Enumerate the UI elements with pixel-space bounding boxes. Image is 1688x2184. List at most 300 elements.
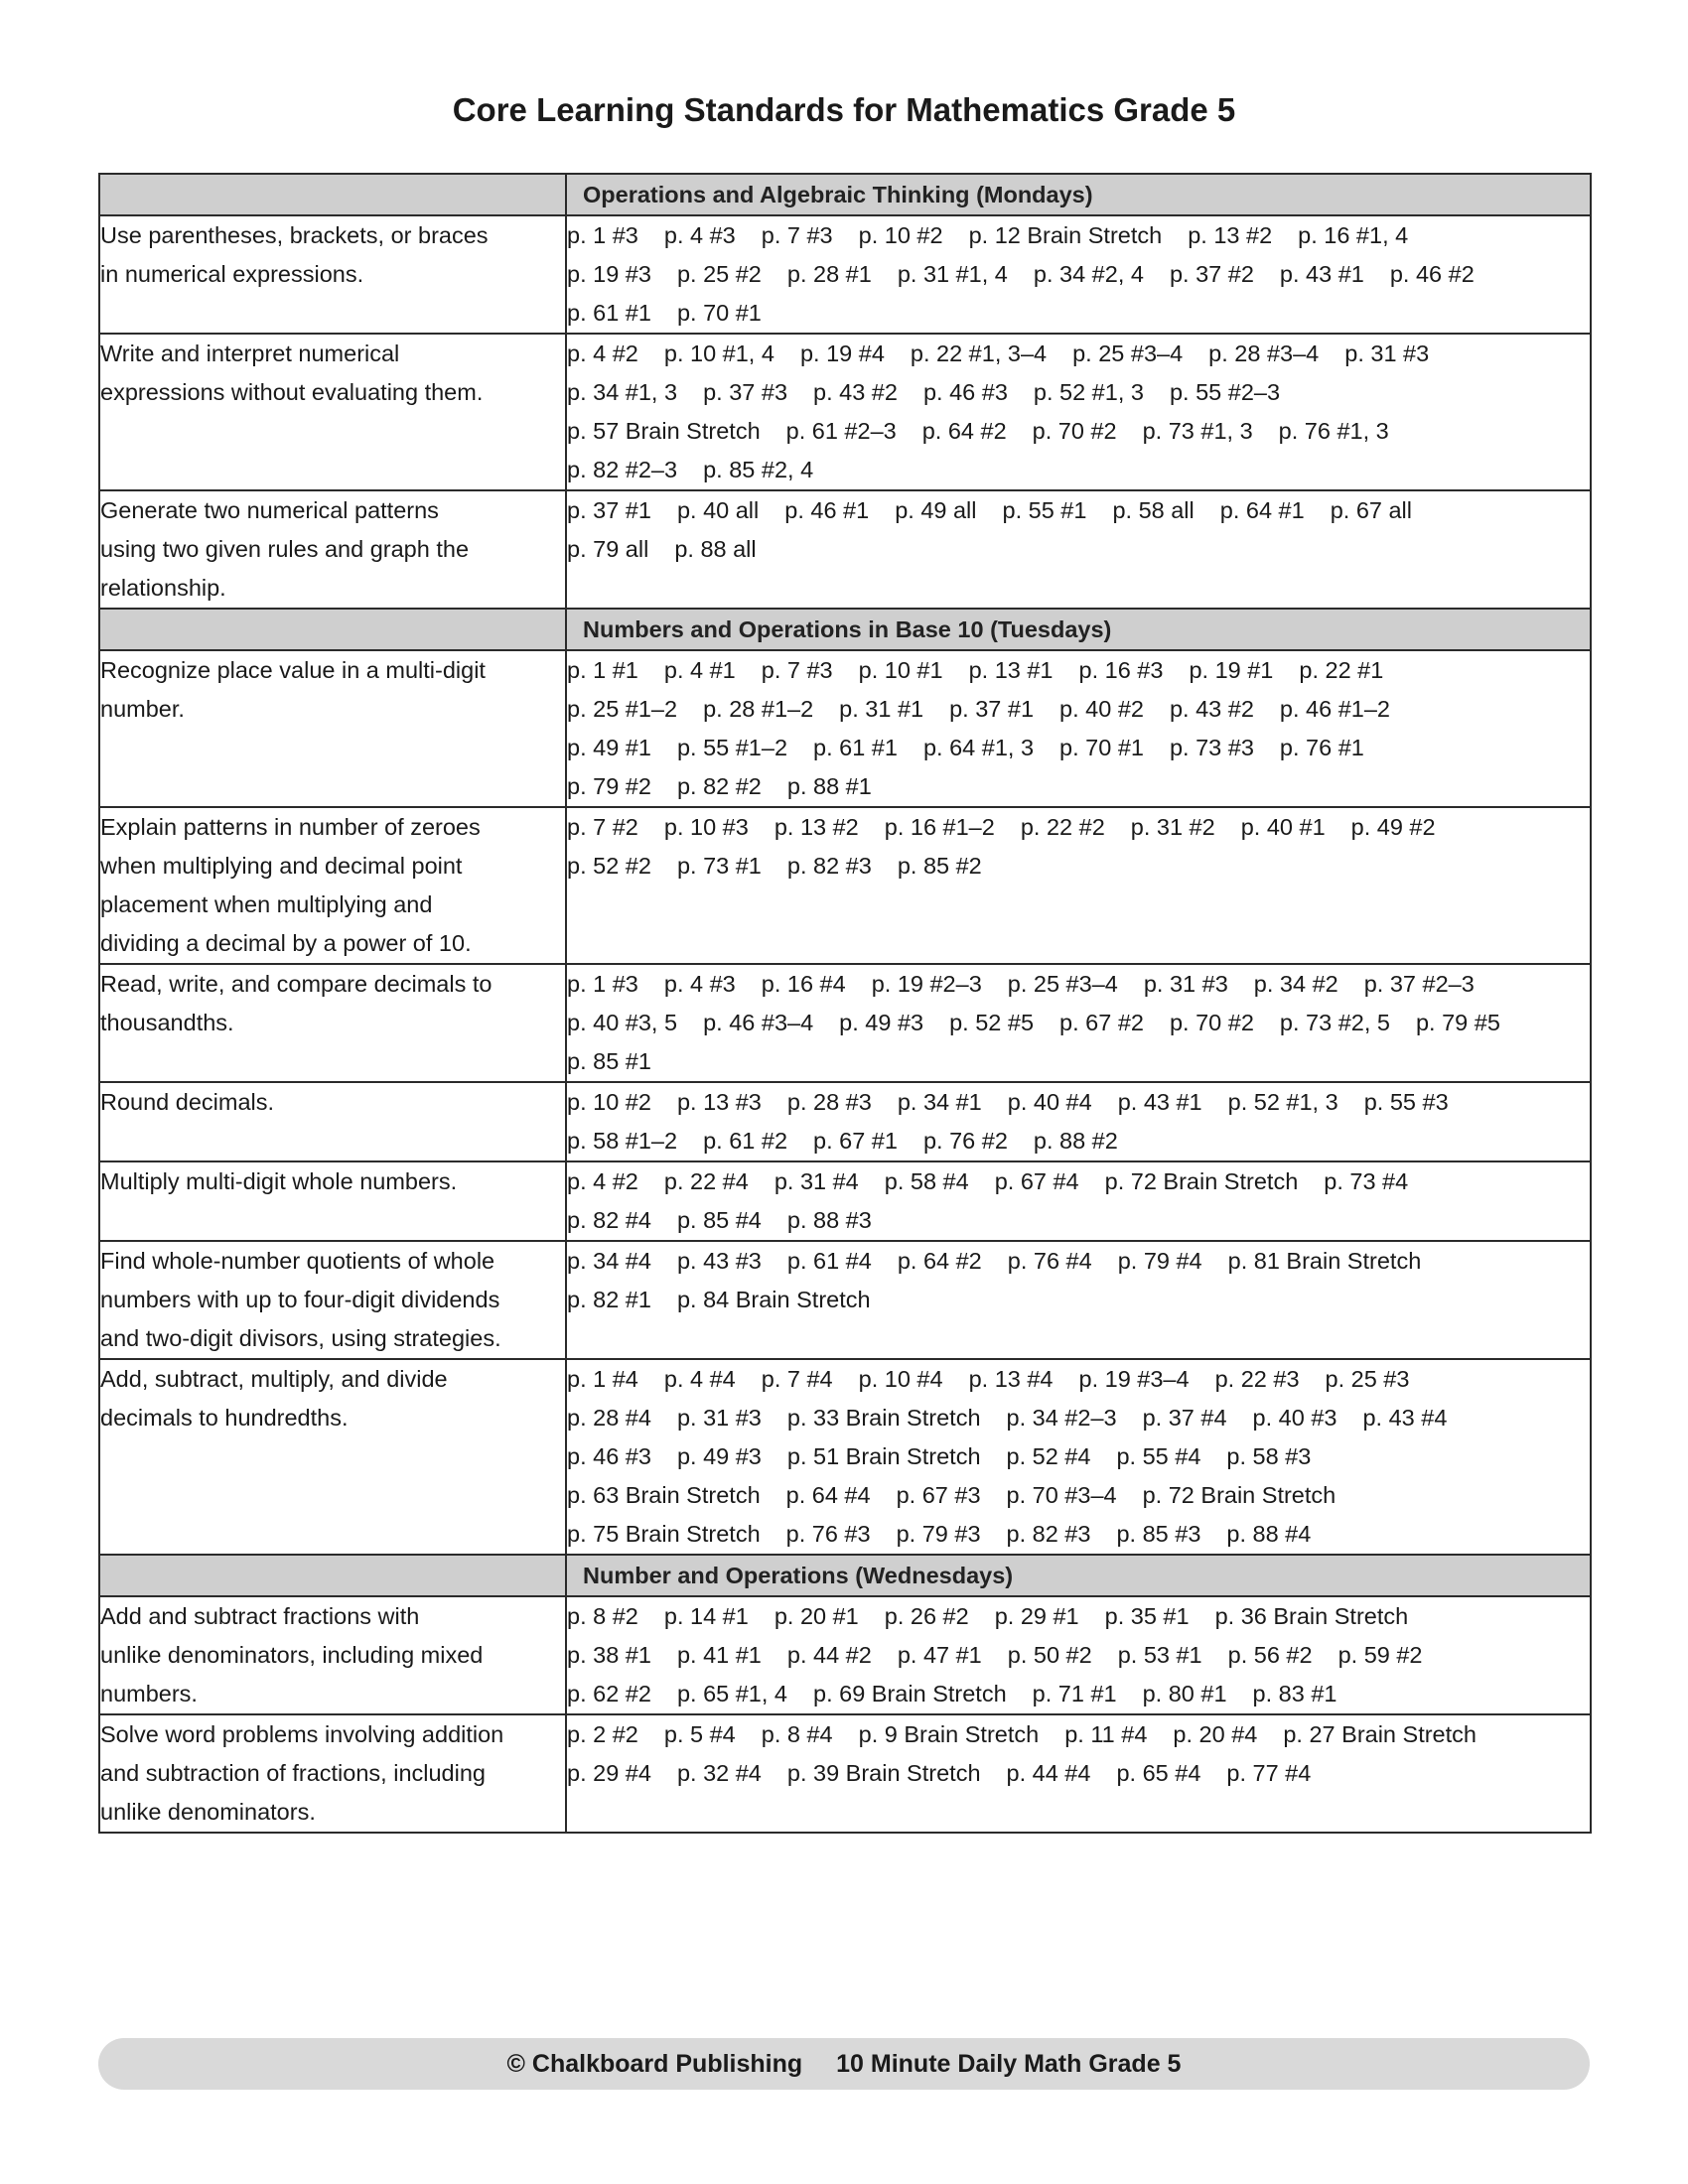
page-reference: p. 79 #2 bbox=[567, 773, 651, 799]
standard-description bbox=[99, 1596, 566, 1714]
page-reference: p. 58 all bbox=[1112, 497, 1195, 523]
page-reference: p. 46 #1 bbox=[784, 497, 870, 523]
page-reference: p. 85 #2, 4 bbox=[703, 457, 814, 482]
page-reference: p. 63 Brain Stretch bbox=[567, 1482, 761, 1508]
page-reference: p. 50 #2 bbox=[1007, 1642, 1092, 1668]
page-reference: p. 52 #5 bbox=[949, 1010, 1035, 1035]
page-reference: p. 25 #3 bbox=[1325, 1366, 1410, 1392]
page-reference: p. 79 all bbox=[567, 536, 649, 562]
page-reference: p. 49 #2 bbox=[1350, 814, 1436, 840]
reference-line bbox=[567, 1360, 1590, 1399]
page-references bbox=[566, 964, 1591, 1082]
page-references bbox=[566, 1241, 1591, 1359]
page-reference: p. 4 #4 bbox=[663, 1366, 736, 1392]
page-reference: p. 71 #1 bbox=[1032, 1681, 1117, 1706]
page-reference: p. 10 #3 bbox=[663, 814, 749, 840]
page-reference: p. 7 #3 bbox=[761, 222, 833, 248]
page-reference: p. 52 #1, 3 bbox=[1033, 379, 1144, 405]
page-reference: p. 31 #3 bbox=[1143, 971, 1228, 997]
standard-text-line: expressions without evaluating them. bbox=[100, 379, 484, 405]
standard-text-line: Add and subtract fractions with bbox=[100, 1603, 420, 1629]
page-reference: p. 47 #1 bbox=[897, 1642, 982, 1668]
standard-row bbox=[99, 1359, 1591, 1555]
page-reference: p. 13 #2 bbox=[774, 814, 859, 840]
page-reference: p. 82 #3 bbox=[786, 853, 872, 879]
page-reference: p. 4 #3 bbox=[663, 971, 736, 997]
standard-row bbox=[99, 807, 1591, 964]
page-reference: p. 73 #2, 5 bbox=[1279, 1010, 1390, 1035]
page-reference: p. 46 #3–4 bbox=[703, 1010, 814, 1035]
page-reference: p. 16 #1, 4 bbox=[1298, 222, 1409, 248]
page-reference: p. 64 #2 bbox=[897, 1248, 982, 1274]
section-header-row bbox=[99, 1555, 1591, 1596]
reference-line bbox=[567, 294, 1590, 333]
page-reference: p. 8 #2 bbox=[567, 1603, 638, 1629]
reference-line bbox=[567, 1083, 1590, 1122]
page-reference: p. 43 #1 bbox=[1279, 261, 1364, 287]
page-reference: p. 25 #1–2 bbox=[567, 696, 678, 722]
page-reference: p. 43 #2 bbox=[1169, 696, 1254, 722]
standard-text-line: unlike denominators, including mixed bbox=[100, 1642, 484, 1668]
page-reference: p. 27 Brain Stretch bbox=[1283, 1721, 1477, 1747]
reference-line bbox=[567, 1437, 1590, 1476]
page-reference: p. 33 Brain Stretch bbox=[786, 1405, 981, 1431]
page-reference: p. 55 #3 bbox=[1363, 1089, 1449, 1115]
reference-line bbox=[567, 255, 1590, 294]
page-reference: p. 64 #2 bbox=[921, 418, 1007, 444]
page-references bbox=[566, 807, 1591, 964]
page-references bbox=[566, 490, 1591, 609]
reference-line bbox=[567, 373, 1590, 412]
standard-description bbox=[99, 490, 566, 609]
reference-line bbox=[567, 1675, 1590, 1713]
reference-line bbox=[567, 216, 1590, 255]
page-reference: p. 9 Brain Stretch bbox=[858, 1721, 1040, 1747]
page-reference: p. 31 #4 bbox=[774, 1168, 859, 1194]
page-reference: p. 79 #3 bbox=[896, 1521, 981, 1547]
page-reference: p. 81 Brain Stretch bbox=[1227, 1248, 1422, 1274]
page-reference: p. 29 #1 bbox=[994, 1603, 1079, 1629]
page-reference: p. 1 #3 bbox=[567, 222, 638, 248]
standard-text-line: Explain patterns in number of zeroes bbox=[100, 814, 481, 840]
page-reference: p. 76 #3 bbox=[785, 1521, 871, 1547]
reference-line bbox=[567, 729, 1590, 767]
page-reference: p. 70 #2 bbox=[1032, 418, 1117, 444]
reference-line bbox=[567, 1754, 1590, 1793]
page-reference: p. 55 #1–2 bbox=[676, 735, 788, 760]
page-reference: p. 28 #3 bbox=[786, 1089, 872, 1115]
reference-line bbox=[567, 1636, 1590, 1675]
page-reference: p. 37 #1 bbox=[567, 497, 651, 523]
reference-line bbox=[567, 651, 1590, 690]
standard-row bbox=[99, 964, 1591, 1082]
page-reference: p. 34 #1 bbox=[897, 1089, 982, 1115]
page-reference: p. 43 #3 bbox=[676, 1248, 762, 1274]
page-reference: p. 72 Brain Stretch bbox=[1142, 1482, 1336, 1508]
standard-text-line: Add, subtract, multiply, and divide bbox=[100, 1366, 448, 1392]
page-reference: p. 37 #2 bbox=[1169, 261, 1254, 287]
standard-description bbox=[99, 650, 566, 807]
page-reference: p. 61 #1 bbox=[813, 735, 898, 760]
standard-description bbox=[99, 1161, 566, 1241]
standard-row bbox=[99, 215, 1591, 334]
standard-text-line: numbers with up to four-digit dividends bbox=[100, 1287, 500, 1312]
page-reference: p. 28 #1–2 bbox=[703, 696, 814, 722]
page-reference: p. 22 #3 bbox=[1214, 1366, 1300, 1392]
page-reference: p. 37 #3 bbox=[703, 379, 788, 405]
reference-line bbox=[567, 808, 1590, 847]
standard-text-line: placement when multiplying and bbox=[100, 891, 433, 917]
page-references bbox=[566, 1714, 1591, 1833]
page-reference: p. 73 #4 bbox=[1324, 1168, 1409, 1194]
standard-text-line: Solve word problems involving addition bbox=[100, 1721, 504, 1747]
standard-description bbox=[99, 215, 566, 334]
footer-book-title: 10 Minute Daily Math Grade 5 bbox=[836, 2050, 1182, 2078]
section-header-blank-cell bbox=[99, 609, 566, 650]
page-reference: p. 62 #2 bbox=[567, 1681, 651, 1706]
standard-description bbox=[99, 964, 566, 1082]
page-reference: p. 12 Brain Stretch bbox=[968, 222, 1163, 248]
page-reference: p. 58 #4 bbox=[884, 1168, 969, 1194]
page-reference: p. 28 #3–4 bbox=[1208, 341, 1320, 366]
page-reference: p. 79 #4 bbox=[1117, 1248, 1202, 1274]
standard-description bbox=[99, 1082, 566, 1161]
page-reference: p. 10 #4 bbox=[858, 1366, 943, 1392]
page-reference: p. 19 #2–3 bbox=[871, 971, 982, 997]
standard-row bbox=[99, 490, 1591, 609]
page-reference: p. 29 #4 bbox=[567, 1760, 651, 1786]
page-reference: p. 84 Brain Stretch bbox=[676, 1287, 871, 1312]
page-reference: p. 76 #1 bbox=[1279, 735, 1364, 760]
page-reference: p. 34 #2–3 bbox=[1006, 1405, 1117, 1431]
standard-text-line: number. bbox=[100, 696, 185, 722]
standard-text-line: in numerical expressions. bbox=[100, 261, 364, 287]
page-reference: p. 14 #1 bbox=[663, 1603, 749, 1629]
page-reference: p. 82 #3 bbox=[1006, 1521, 1091, 1547]
page-reference: p. 44 #4 bbox=[1006, 1760, 1091, 1786]
standard-text-line: Read, write, and compare decimals to bbox=[100, 971, 492, 997]
reference-line bbox=[567, 1597, 1590, 1636]
page-reference: p. 70 #1 bbox=[1059, 735, 1144, 760]
page-reference: p. 49 #1 bbox=[567, 735, 651, 760]
standard-row bbox=[99, 1082, 1591, 1161]
section-header-row bbox=[99, 174, 1591, 215]
page-reference: p. 11 #4 bbox=[1064, 1721, 1148, 1747]
standard-row bbox=[99, 1241, 1591, 1359]
page-reference: p. 46 #1–2 bbox=[1279, 696, 1390, 722]
reference-line bbox=[567, 965, 1590, 1004]
page-footer bbox=[98, 2038, 1590, 2090]
page-reference: p. 43 #1 bbox=[1117, 1089, 1202, 1115]
page-reference: p. 1 #4 bbox=[567, 1366, 638, 1392]
standard-text-line: and subtraction of fractions, including bbox=[100, 1760, 486, 1786]
page-reference: p. 13 #3 bbox=[676, 1089, 762, 1115]
page-reference: p. 65 #1, 4 bbox=[676, 1681, 788, 1706]
standard-text-line: decimals to hundredths. bbox=[100, 1405, 349, 1431]
page-reference: p. 64 #1, 3 bbox=[922, 735, 1035, 760]
page-reference: p. 4 #2 bbox=[567, 1168, 638, 1194]
page-reference: p. 5 #4 bbox=[663, 1721, 736, 1747]
page-reference: p. 88 #4 bbox=[1226, 1521, 1312, 1547]
standard-row bbox=[99, 334, 1591, 490]
page-reference: p. 75 Brain Stretch bbox=[567, 1521, 761, 1547]
standard-text-line: using two given rules and graph the bbox=[100, 536, 470, 562]
standard-text-line: Multiply multi-digit whole numbers. bbox=[100, 1168, 458, 1194]
page-reference: p. 34 #2, 4 bbox=[1033, 261, 1144, 287]
page-reference: p. 76 #2 bbox=[922, 1128, 1008, 1154]
page-reference: p. 79 #5 bbox=[1415, 1010, 1500, 1035]
page-reference: p. 57 Brain Stretch bbox=[567, 418, 761, 444]
reference-line bbox=[567, 335, 1590, 373]
reference-line bbox=[567, 1162, 1590, 1201]
page-reference: p. 16 #3 bbox=[1078, 657, 1164, 683]
page-reference: p. 49 all bbox=[895, 497, 977, 523]
page-reference: p. 69 Brain Stretch bbox=[813, 1681, 1007, 1706]
page-reference: p. 61 #2 bbox=[703, 1128, 788, 1154]
page-reference: p. 61 #4 bbox=[786, 1248, 872, 1274]
page-reference: p. 82 #4 bbox=[567, 1207, 651, 1233]
reference-line bbox=[567, 1281, 1590, 1319]
page-references bbox=[566, 215, 1591, 334]
page-reference: p. 46 #3 bbox=[922, 379, 1008, 405]
page-reference: p. 4 #2 bbox=[567, 341, 638, 366]
page-reference: p. 13 #4 bbox=[968, 1366, 1054, 1392]
page-reference: p. 73 #1, 3 bbox=[1142, 418, 1253, 444]
standard-row bbox=[99, 1714, 1591, 1833]
page-reference: p. 38 #1 bbox=[567, 1642, 651, 1668]
page-reference: p. 70 #1 bbox=[676, 300, 762, 326]
page-reference: p. 34 #4 bbox=[567, 1248, 651, 1274]
page-reference: p. 40 #3 bbox=[1252, 1405, 1337, 1431]
page-reference: p. 64 #1 bbox=[1219, 497, 1305, 523]
page-reference: p. 58 #3 bbox=[1226, 1443, 1312, 1469]
page-references bbox=[566, 650, 1591, 807]
standard-description bbox=[99, 1714, 566, 1833]
page-reference: p. 32 #4 bbox=[676, 1760, 762, 1786]
page-references bbox=[566, 1359, 1591, 1555]
standard-text-line: and two-digit divisors, using strategies. bbox=[100, 1325, 501, 1351]
standard-description bbox=[99, 1241, 566, 1359]
standard-text-line: Generate two numerical patterns bbox=[100, 497, 439, 523]
page-reference: p. 67 #1 bbox=[813, 1128, 898, 1154]
page-reference: p. 20 #1 bbox=[774, 1603, 859, 1629]
standard-text-line: when multiplying and decimal point bbox=[100, 853, 463, 879]
reference-line bbox=[567, 1242, 1590, 1281]
reference-line bbox=[567, 1122, 1590, 1160]
page-reference: p. 85 #1 bbox=[567, 1048, 651, 1074]
page-reference: p. 56 #2 bbox=[1227, 1642, 1313, 1668]
page-reference: p. 67 all bbox=[1330, 497, 1412, 523]
page-reference: p. 61 #1 bbox=[567, 300, 651, 326]
standard-text-line: dividing a decimal by a power of 10. bbox=[100, 930, 472, 956]
reference-line bbox=[567, 1201, 1590, 1240]
page-reference: p. 88 #2 bbox=[1033, 1128, 1118, 1154]
reference-line bbox=[567, 451, 1590, 489]
page-reference: p. 65 #4 bbox=[1116, 1760, 1201, 1786]
page-reference: p. 40 all bbox=[676, 497, 760, 523]
standard-text-line: Write and interpret numerical bbox=[100, 341, 400, 366]
page-reference: p. 10 #2 bbox=[567, 1089, 651, 1115]
page-reference: p. 46 #3 bbox=[567, 1443, 651, 1469]
page-reference: p. 88 #1 bbox=[786, 773, 872, 799]
page-reference: p. 70 #2 bbox=[1169, 1010, 1254, 1035]
page-reference: p. 61 #2–3 bbox=[785, 418, 897, 444]
page-reference: p. 52 #4 bbox=[1006, 1443, 1091, 1469]
page-reference: p. 37 #4 bbox=[1142, 1405, 1227, 1431]
page-reference: p. 58 #1–2 bbox=[567, 1128, 678, 1154]
page-reference: p. 19 #1 bbox=[1189, 657, 1274, 683]
page-reference: p. 28 #1 bbox=[786, 261, 872, 287]
standard-description bbox=[99, 807, 566, 964]
section-heading: Numbers and Operations in Base 10 (Tuesdays) bbox=[566, 609, 1591, 650]
section-header-row bbox=[99, 609, 1591, 650]
page-reference: p. 49 #3 bbox=[839, 1010, 924, 1035]
page-reference: p. 31 #2 bbox=[1130, 814, 1215, 840]
reference-line bbox=[567, 1004, 1590, 1042]
page-reference: p. 83 #1 bbox=[1252, 1681, 1337, 1706]
section-heading: Operations and Algebraic Thinking (Mondays) bbox=[566, 174, 1591, 215]
page-reference: p. 67 #4 bbox=[994, 1168, 1079, 1194]
page-reference: p. 80 #1 bbox=[1142, 1681, 1227, 1706]
page-reference: p. 76 #1, 3 bbox=[1278, 418, 1389, 444]
page-reference: p. 52 #2 bbox=[567, 853, 651, 879]
page-reference: p. 34 #1, 3 bbox=[567, 379, 678, 405]
page-reference: p. 4 #1 bbox=[663, 657, 736, 683]
page-reference: p. 55 #4 bbox=[1116, 1443, 1201, 1469]
page-reference: p. 46 #2 bbox=[1389, 261, 1475, 287]
page-reference: p. 7 #3 bbox=[761, 657, 833, 683]
page-reference: p. 10 #1, 4 bbox=[663, 341, 774, 366]
page-reference: p. 16 #4 bbox=[761, 971, 846, 997]
page-references bbox=[566, 1161, 1591, 1241]
page-reference: p. 82 #2 bbox=[676, 773, 762, 799]
standards-table bbox=[98, 173, 1592, 1834]
page-reference: p. 67 #3 bbox=[896, 1482, 981, 1508]
page-reference: p. 72 Brain Stretch bbox=[1104, 1168, 1299, 1194]
standard-text-line: thousandths. bbox=[100, 1010, 234, 1035]
page-reference: p. 85 #4 bbox=[676, 1207, 762, 1233]
footer-publisher: © Chalkboard Publishing bbox=[506, 2050, 803, 2078]
page-reference: p. 35 #1 bbox=[1104, 1603, 1190, 1629]
page-reference: p. 37 #2–3 bbox=[1363, 971, 1475, 997]
page-reference: p. 25 #2 bbox=[676, 261, 762, 287]
page-reference: p. 31 #3 bbox=[1344, 341, 1430, 366]
page-reference: p. 73 #1 bbox=[676, 853, 762, 879]
page-reference: p. 49 #3 bbox=[676, 1443, 762, 1469]
page-reference: p. 4 #3 bbox=[663, 222, 736, 248]
page-reference: p. 26 #2 bbox=[884, 1603, 969, 1629]
reference-line bbox=[567, 1399, 1590, 1437]
page-reference: p. 25 #3–4 bbox=[1007, 971, 1118, 997]
standard-text-line: Use parentheses, brackets, or braces bbox=[100, 222, 489, 248]
page-reference: p. 67 #2 bbox=[1059, 1010, 1144, 1035]
page-reference: p. 44 #2 bbox=[786, 1642, 872, 1668]
page-reference: p. 52 #1, 3 bbox=[1227, 1089, 1338, 1115]
standard-row bbox=[99, 650, 1591, 807]
page-reference: p. 7 #4 bbox=[761, 1366, 833, 1392]
page-reference: p. 22 #2 bbox=[1020, 814, 1105, 840]
standard-row bbox=[99, 1161, 1591, 1241]
page-reference: p. 73 #3 bbox=[1169, 735, 1254, 760]
reference-line bbox=[567, 1476, 1590, 1515]
page-reference: p. 19 #3 bbox=[567, 261, 651, 287]
page-reference: p. 40 #4 bbox=[1007, 1089, 1092, 1115]
page-reference: p. 16 #1–2 bbox=[884, 814, 995, 840]
page-reference: p. 31 #1, 4 bbox=[897, 261, 1008, 287]
standards-table-body bbox=[99, 174, 1591, 1833]
page-reference: p. 51 Brain Stretch bbox=[786, 1443, 981, 1469]
page-reference: p. 37 #1 bbox=[949, 696, 1035, 722]
page-reference: p. 85 #2 bbox=[897, 853, 982, 879]
page-reference: p. 31 #3 bbox=[676, 1405, 762, 1431]
page-reference: p. 88 #3 bbox=[786, 1207, 872, 1233]
page-reference: p. 41 #1 bbox=[676, 1642, 762, 1668]
reference-line bbox=[567, 767, 1590, 806]
reference-line bbox=[567, 1515, 1590, 1554]
page-reference: p. 19 #4 bbox=[799, 341, 885, 366]
page-reference: p. 1 #1 bbox=[567, 657, 638, 683]
page-reference: p. 77 #4 bbox=[1226, 1760, 1312, 1786]
page-reference: p. 31 #1 bbox=[839, 696, 924, 722]
page-reference: p. 82 #2–3 bbox=[567, 457, 678, 482]
page-reference: p. 53 #1 bbox=[1117, 1642, 1202, 1668]
reference-line bbox=[567, 1042, 1590, 1081]
reference-line bbox=[567, 530, 1590, 569]
page-reference: p. 55 #1 bbox=[1002, 497, 1087, 523]
reference-line bbox=[567, 491, 1590, 530]
page-reference: p. 85 #3 bbox=[1116, 1521, 1201, 1547]
section-heading: Number and Operations (Wednesdays) bbox=[566, 1555, 1591, 1596]
page-reference: p. 25 #3–4 bbox=[1072, 341, 1184, 366]
page-reference: p. 55 #2–3 bbox=[1169, 379, 1281, 405]
page-reference: p. 76 #4 bbox=[1007, 1248, 1092, 1274]
standard-text-line: Round decimals. bbox=[100, 1089, 275, 1115]
reference-line bbox=[567, 1715, 1590, 1754]
page-reference: p. 8 #4 bbox=[761, 1721, 833, 1747]
page-reference: p. 40 #1 bbox=[1240, 814, 1326, 840]
page-reference: p. 40 #3, 5 bbox=[567, 1010, 678, 1035]
page-references bbox=[566, 1082, 1591, 1161]
page-reference: p. 22 #4 bbox=[663, 1168, 749, 1194]
page-reference: p. 10 #1 bbox=[858, 657, 943, 683]
standard-text-line: unlike denominators. bbox=[100, 1799, 316, 1825]
page-reference: p. 40 #2 bbox=[1059, 696, 1144, 722]
section-header-blank-cell bbox=[99, 174, 566, 215]
page-reference: p. 19 #3–4 bbox=[1078, 1366, 1190, 1392]
section-header-blank-cell bbox=[99, 1555, 566, 1596]
page-reference: p. 59 #2 bbox=[1337, 1642, 1423, 1668]
page-references bbox=[566, 1596, 1591, 1714]
standard-text-line: numbers. bbox=[100, 1681, 198, 1706]
page-title: Core Learning Standards for Mathematics Grade 5 bbox=[452, 91, 1236, 128]
page-reference: p. 70 #3–4 bbox=[1006, 1482, 1117, 1508]
reference-line bbox=[567, 412, 1590, 451]
page-reference: p. 43 #2 bbox=[813, 379, 898, 405]
page-reference: p. 22 #1, 3–4 bbox=[910, 341, 1048, 366]
reference-line bbox=[567, 847, 1590, 886]
page-reference: p. 13 #2 bbox=[1188, 222, 1273, 248]
reference-line bbox=[567, 690, 1590, 729]
standard-row bbox=[99, 1596, 1591, 1714]
standard-description bbox=[99, 334, 566, 490]
standard-description bbox=[99, 1359, 566, 1555]
page-reference: p. 13 #1 bbox=[968, 657, 1054, 683]
page-reference: p. 1 #3 bbox=[567, 971, 638, 997]
page-reference: p. 36 Brain Stretch bbox=[1214, 1603, 1409, 1629]
page-reference: p. 20 #4 bbox=[1173, 1721, 1258, 1747]
standard-text-line: Recognize place value in a multi-digit bbox=[100, 657, 486, 683]
page-reference: p. 88 all bbox=[674, 536, 757, 562]
